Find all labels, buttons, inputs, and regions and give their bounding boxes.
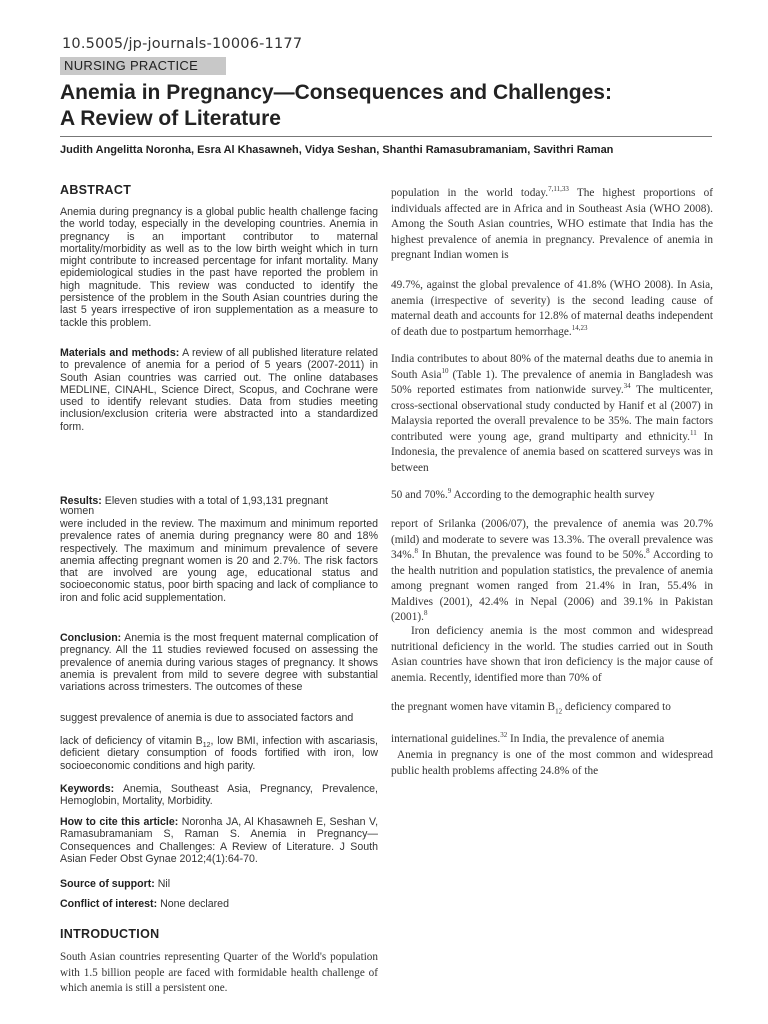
- results-line-2: women: [60, 505, 95, 517]
- citation-sup: 8: [646, 547, 650, 556]
- keywords: [60, 783, 378, 808]
- body-p3: India contributes to about 80% of the maternal deaths due to anemia in South Asia$^{10}$ (Table 1). The prevalence of anemia in Bangladesh was 50% reported estimates from nationwide survey.$^{34}$ The multicenter, cross-sectional observational study conducted by Hanif et al (2007) in Malaysia reported the overall prevalence to be 35%. The main factors contributed were young age, grand multiparty and ethnicity.$^{11}$ In Indonesia, the prevalence of anemia based on scattered surveys was in between: [391, 353, 713, 474]
- results-line-1: Eleven studies with a total of 1,93,131 pregnant: [104, 495, 328, 507]
- citation-sup: 8: [423, 609, 428, 618]
- abstract-heading: ABSTRACT: [60, 183, 132, 197]
- introduction-heading: INTRODUCTION: [60, 927, 160, 941]
- body-p8: international guidelines.$^{32}$ In India, the prevalence of anemia: [391, 731, 665, 745]
- body-p7: the pregnant women have vitamin $B_{12}$ deficiency compared to: [391, 701, 671, 716]
- body-p2: 49.7%, against the global prevalence of 41.8% (WHO 2008). In Asia, anemia (irrespective of severity) is the second leading cause of maternal death and accounts for 12.8% of maternal deaths independent of death due to postpartum hemorrhage.$^{14,23}$: [391, 279, 713, 338]
- conclusion-text: Anemia is the most frequent maternal complication of pregnancy. All the 11 studies reviewed focused on assessing the prevalence of anemia during various stages of pregnancy. It shows anemia is prevalent from mild to severe degree with substantial variations across trimesters. The outcomes of these: [60, 632, 378, 694]
- citation-sup: 34: [623, 382, 631, 391]
- conflict-of-interest: [60, 898, 378, 910]
- citation-sup: 32: [500, 731, 508, 740]
- subscript-12: 12: [202, 742, 211, 750]
- conflict-label: Conflict of interest:: [60, 898, 158, 910]
- body-p4: 50 and 70%.$^9$ According to the demographic health survey: [391, 487, 655, 501]
- support-text: Nil: [157, 878, 171, 890]
- introduction-text: South Asian countries representing Quarter of the World's population with 1.5 billion people are faced with formidable health challenge of which anemia is still a persistent one.: [60, 951, 378, 994]
- doi: 10.5005/jp-journals-10006-1177: [62, 36, 303, 52]
- body-p1: population in the world today.$^{7,11,33}$ The highest proportions of individuals affected are in Africa and in Southeast Asia (WHO 2008). Among the South Asian countries, WHO estimate that India has the highest prevalence of anemia in pregnancy. Prevalence of anemia in pregnant Indian women is: [391, 185, 713, 261]
- abstract-results: were included in the review. The maximum and minimum reported prevalence rates of anemia during pregnancy were 80 and 18% respectively. The maximum and minimum prevalence of severe anemia affecting pregnant women is 20 and 2.7%. The risk factors that are involved are young age, educational status and socioeconomic status, poor birth spacing and lack of compliance to iron and folic acid supplementation.: [60, 518, 378, 604]
- title-divider: [60, 136, 712, 137]
- authors: Judith Angelitta Noronha, Esra Al Khasawneh, Vidya Seshan, Shanthi Ramasubramaniam, Savithri Raman: [60, 144, 614, 156]
- citation-sup: 9: [447, 487, 452, 496]
- abstract-methods: [60, 347, 378, 433]
- source-of-support: [60, 878, 378, 890]
- title-line-2: A Review of Literature: [60, 107, 281, 130]
- abstract-conclusion: [60, 632, 378, 693]
- citation-sup: 10: [441, 366, 449, 375]
- body-p9: Anemia in pregnancy is one of the most common and widespread public health problems affecting 24.8% of the: [391, 749, 713, 777]
- keywords-label: Keywords:: [60, 783, 115, 795]
- subscript-12: 12: [555, 707, 563, 716]
- keywords-text: Anemia, Southeast Asia, Pregnancy, Prevalence, Hemoglobin, Mortality, Morbidity.: [60, 783, 378, 808]
- body-p5: report of Srilanka (2006/07), the prevalence of anemia was 20.7% (mild) and moderate to severe was 13.3%. The overall prevalence was 34%.$^8$ In Bhutan, the prevalence was found to be 50%.$^8$ According to the health nutrition and population statistics, the prevalence of anemia among pregnant women ranged from 21.4% in Iran, 55.4% in Maldives (2001), 42.4% in Nepal (2006) and 39.1% in Pakistan (2001).$^8$: [391, 518, 713, 623]
- conflict-text: None declared: [160, 898, 229, 910]
- conclusion-line-3: lack of deficiency of vitamin $B_{12}$, low BMI, infection with ascariasis, deficient dietary consumption of foods fortified with iron, low socioeconomic conditions and high parity.: [60, 735, 378, 772]
- conclusion-label: Conclusion:: [60, 632, 122, 644]
- abstract-results-head: [60, 496, 378, 516]
- methods-text: A review of all published literature related to prevalence of anemia for a period of 5 years (2007-2011) in South Asian countries was carried out. The online databases MEDLINE, CINAHL, Science Direct, Scopus, and Cochrane were used to identify relevant studies. Data from studies meeting inclusion/exclusion criteria were abstracted into a standardized form.: [60, 347, 378, 433]
- body-p6: Iron deficiency anemia is the most common and widespread nutritional deficiency in the world. The studies carried out in South Asian countries have shown that iron deficiency is the major cause of anemia. Recently, identified more than 70% of: [391, 625, 713, 684]
- citation-sup: 11: [689, 428, 697, 437]
- results-label: Results:: [60, 495, 102, 507]
- citation-sup: 7,11,33: [548, 185, 569, 194]
- article-title: [60, 80, 720, 132]
- citation-sup: 14,23: [571, 323, 588, 332]
- title-line-1: Anemia in Pregnancy—Consequences and Challenges:: [60, 81, 612, 104]
- support-label: Source of support:: [60, 878, 155, 890]
- abstract-intro: Anemia during pregnancy is a global public health challenge facing the world today, especially in the developing countries. Anemia in pregnancy is an important contributor to maternal mortality/morbidity as well as to the low birth weight which in turn might contribute to increased percentage for infant mortality. Many epidemiological studies in the past have reported the problem in high magnitude. This review was conducted to identify the persistence of the problem in the South Asian countries during the last 5 years irrespective of iron supplementation as a measure to tackle this problem.: [60, 206, 378, 329]
- conclusion-line-2: suggest prevalence of anemia is due to associated factors and: [60, 712, 354, 724]
- section-label: NURSING PRACTICE: [60, 57, 226, 75]
- citation-sup: 8: [414, 547, 419, 556]
- cite-label: How to cite this article:: [60, 816, 179, 828]
- citation: [60, 816, 378, 865]
- cite-text: Noronha JA, Al Khasawneh E, Seshan V, Ramasubramaniam S, Raman S. Anemia in Pregnancy— Consequences and Challenges: A Review of Literature. J South Asian Feder Obst Gynae 2012;4(1):64-70.: [60, 816, 379, 865]
- methods-label: Materials and methods:: [60, 347, 180, 359]
